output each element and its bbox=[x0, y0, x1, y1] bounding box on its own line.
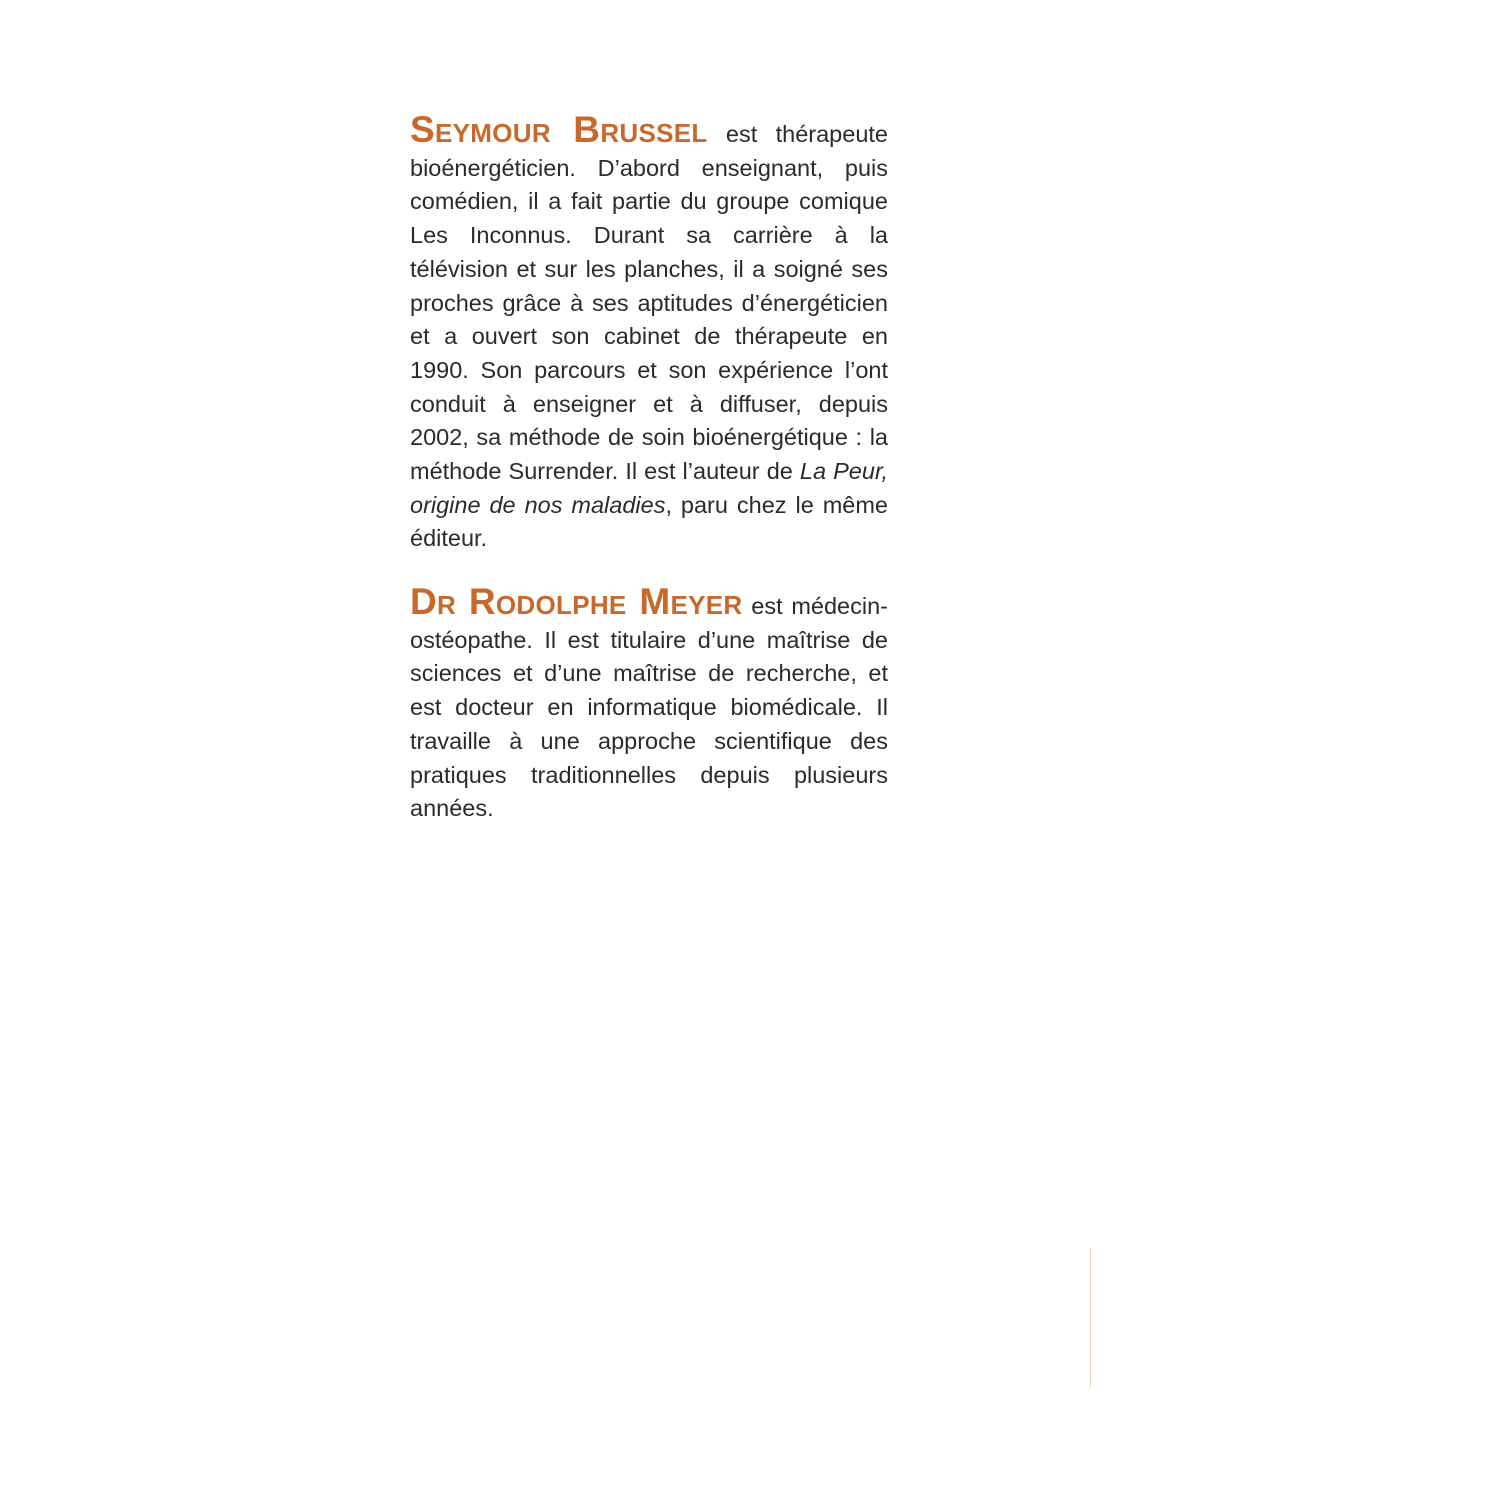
bio-text-end: , paru chez le même éditeur. bbox=[410, 491, 888, 552]
bio-text: est thérapeute bioénergéticien. D’abord enseignant, puis comédien, il a fait partie du groupe comique Les Inconnus. Durant sa carrière à la télévision et sur les planches, il a soigné ses proches grâce à ses aptitudes d’énergéticien et a ouvert son cabinet de thérapeute en 1990. Son parcours et son expérience l’ont conduit à enseigner et à diffuser, depuis 2002, sa méthode de soin bioénergétique : la méthode Surrender. Il est l’auteur de bbox=[410, 121, 888, 485]
author-bio-seymour-brussel bbox=[410, 109, 889, 556]
bio-text: est médecin-ostéopathe. Il est titulaire d’une maîtrise de sciences et d’une maîtrise de recherche, et est docteur en informatique biomédicale. Il travaille à une approche scientifique des pratiques traditionnelles depuis plusieurs années. bbox=[410, 593, 888, 822]
author-name: Dr Rodolphe Meyer bbox=[410, 581, 743, 622]
author-bio-rodolphe-meyer bbox=[410, 581, 888, 826]
page-edge-rule bbox=[1090, 1248, 1091, 1388]
book-title: La Peur, origine de nos maladies bbox=[410, 458, 889, 518]
author-name: Seymour Brussel bbox=[410, 109, 708, 150]
